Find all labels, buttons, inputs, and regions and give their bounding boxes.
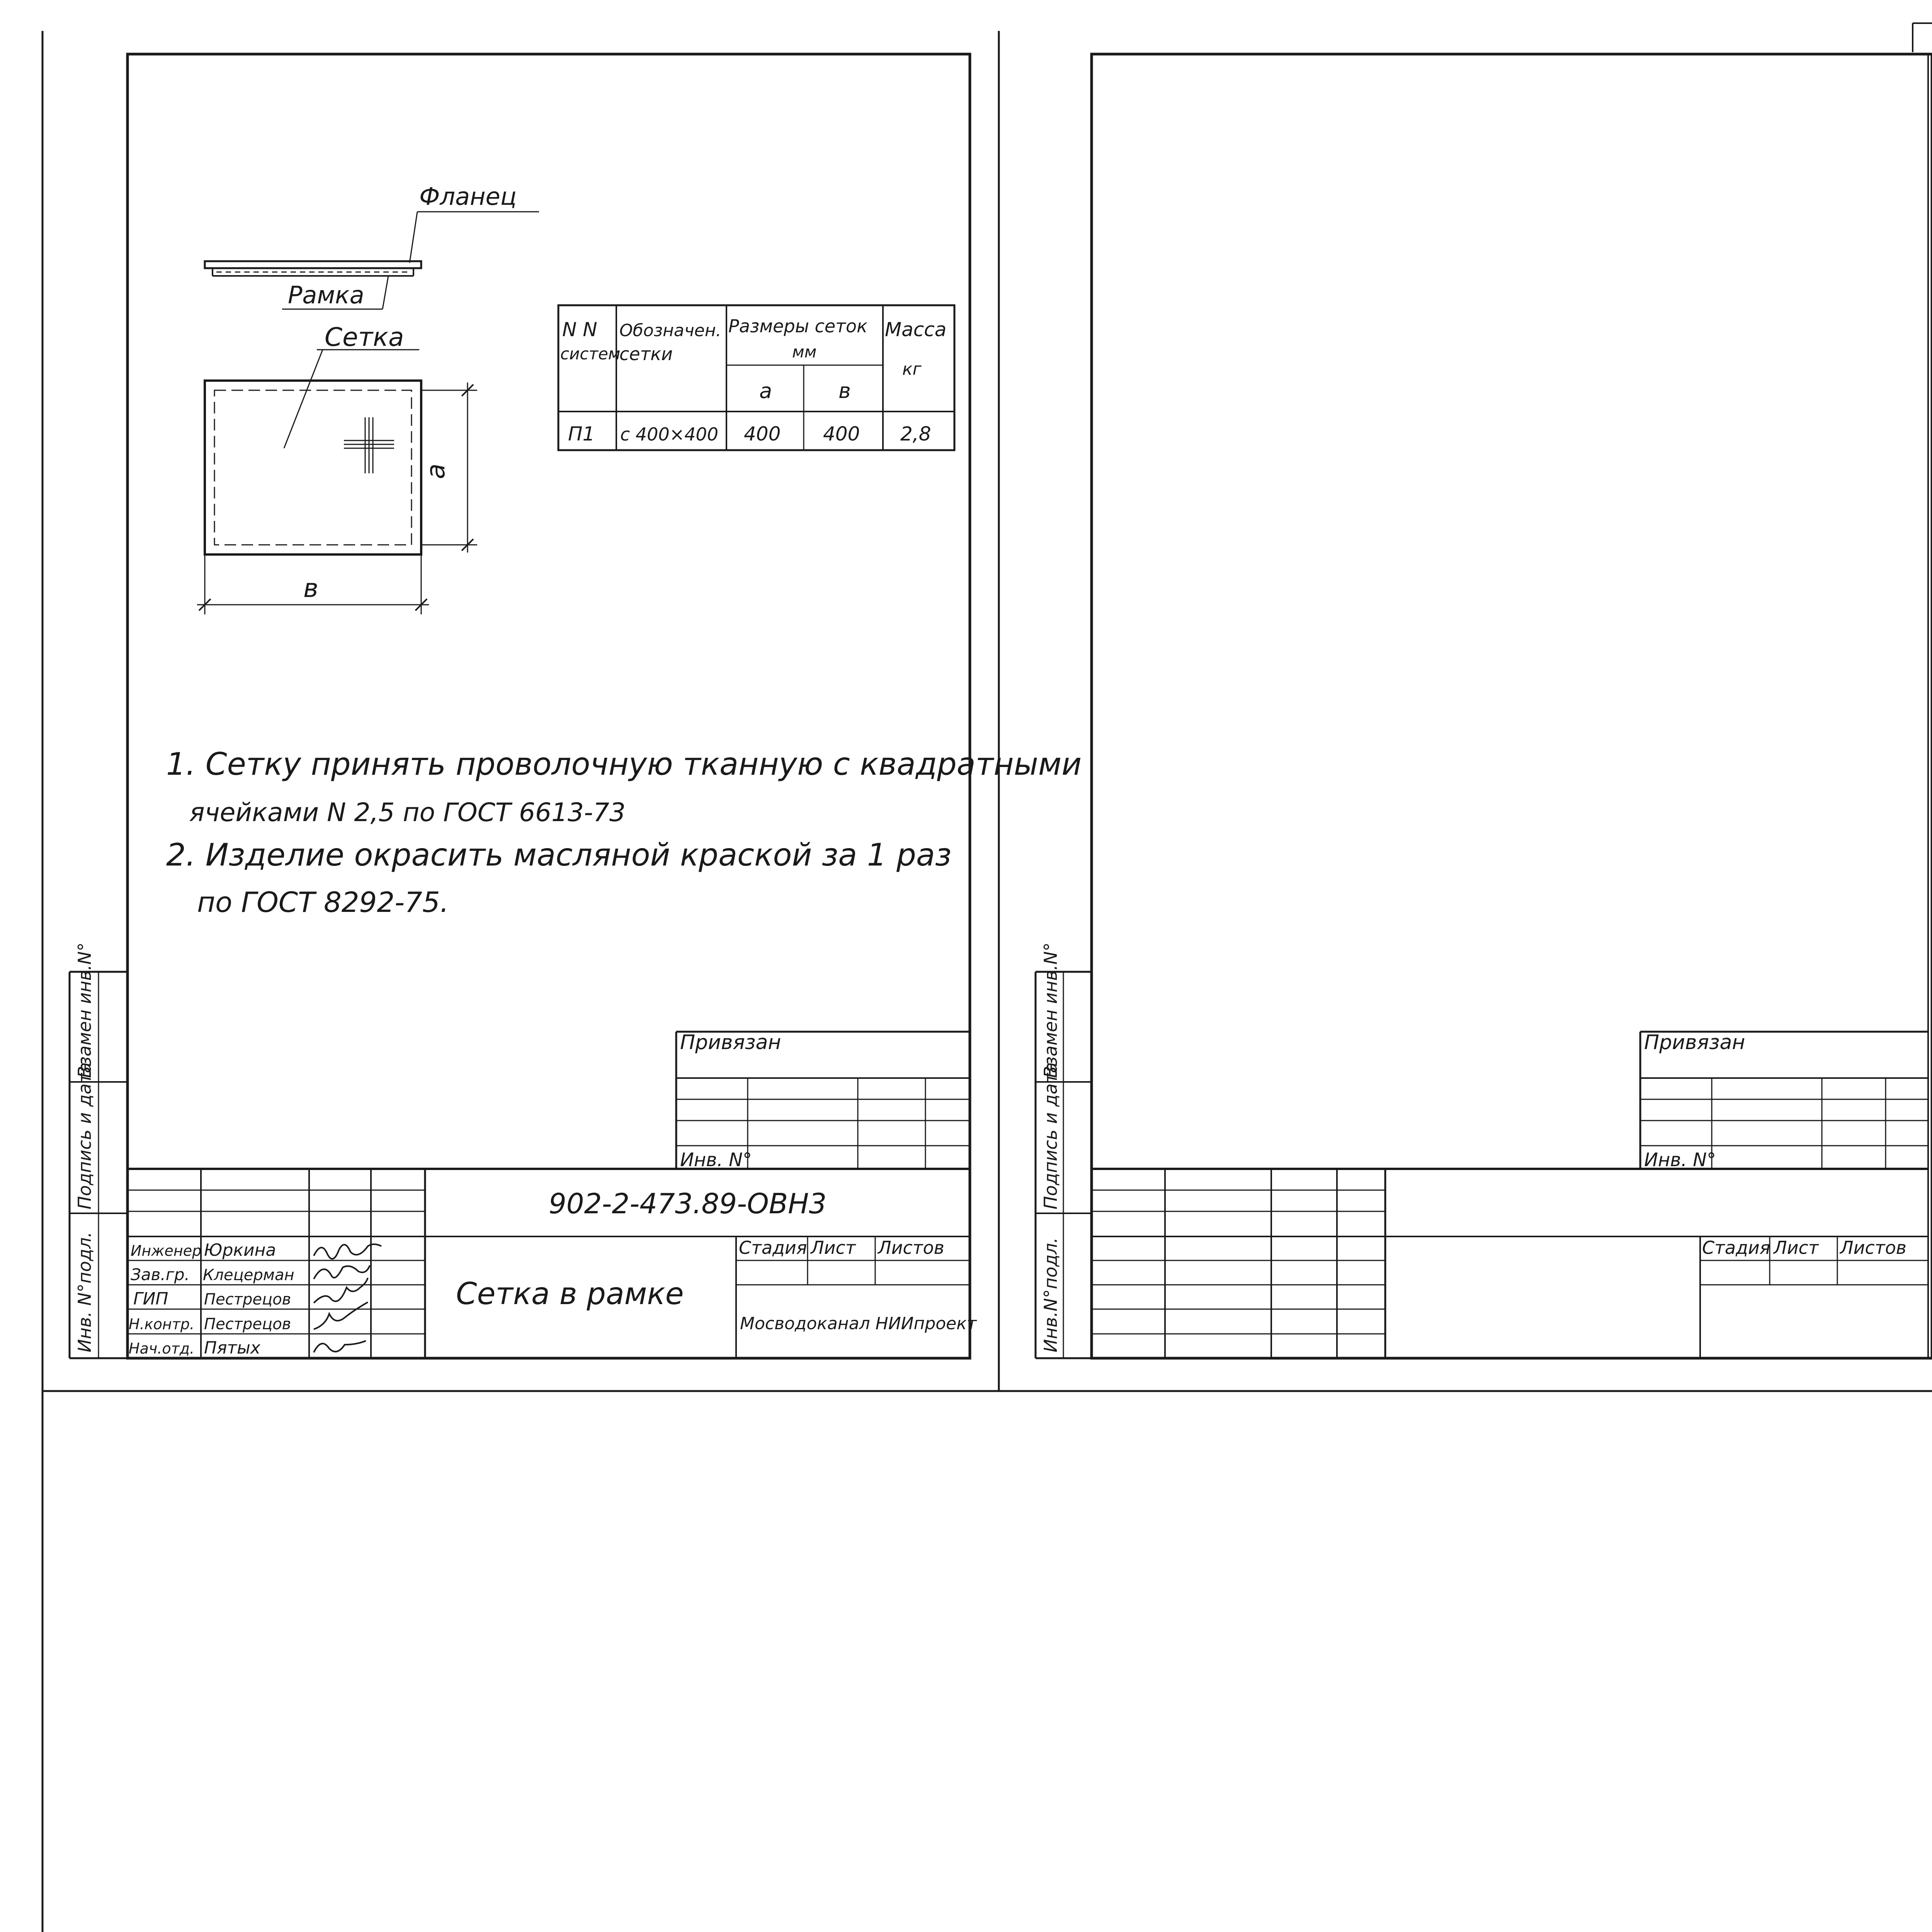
note-2: 2. Изделие окрасить масляной краской за 1 раз <box>166 837 952 873</box>
role-engineer: Инженер <box>131 1242 202 1259</box>
doc-title: Сетка в рамке <box>456 1277 684 1311</box>
side-label-signature-date: Подпись и дата <box>74 1062 95 1209</box>
r-privyazan-label: Привязан <box>1644 1031 1745 1054</box>
inv-no-label: Инв. N° <box>680 1149 752 1171</box>
role-norm-control: Н.контр. <box>129 1316 195 1333</box>
frame-label: Рамка <box>288 281 364 309</box>
cell-b: 400 <box>823 423 860 445</box>
th-mass: Масса <box>885 318 947 341</box>
dim-b-label: в <box>303 573 318 603</box>
th-designation: Обозначен. <box>619 321 721 340</box>
name-4: Пестрецов <box>204 1315 291 1333</box>
cell-mass: 2,8 <box>900 423 931 445</box>
th-sizes: Размеры сеток <box>728 316 867 337</box>
r-side-label-signature-date: Подпись и дата <box>1040 1062 1061 1209</box>
role-head-group: Зав.гр. <box>131 1265 190 1284</box>
role-gip: ГИП <box>133 1289 168 1309</box>
role-head-dept: Нач.отд. <box>129 1340 195 1357</box>
th-sub-a: а <box>759 379 772 403</box>
flange-label: Фланец <box>419 182 517 211</box>
cell-system: П1 <box>568 423 595 445</box>
note-1: 1. Сетку принять проволочную тканную с квадратными <box>166 746 1082 782</box>
r-inv-no-label: Инв. N° <box>1644 1149 1716 1171</box>
left-sheet <box>70 54 1082 1358</box>
note-2-cont: по ГОСТ 8292-75. <box>197 886 449 918</box>
r-side-label-replace-inv: Взамен инв.N° <box>1040 942 1061 1078</box>
side-label-inv-podl: Инв. N°подл. <box>74 1231 95 1352</box>
th-designation-2: сетки <box>619 344 673 364</box>
cell-designation: с 400×400 <box>620 424 719 445</box>
th-sizes-unit: мм <box>792 342 817 361</box>
th-system-no: N N <box>562 318 597 341</box>
stage-label: Стадия <box>739 1237 807 1258</box>
r-stage-label: Стадия <box>1702 1237 1770 1258</box>
note-1-cont: ячейками N 2,5 по ГОСТ 6613-73 <box>189 798 626 827</box>
name-5: Пятых <box>204 1338 260 1358</box>
spec-table <box>558 305 954 450</box>
left-title-block <box>128 1169 977 1358</box>
cell-a: 400 <box>744 423 781 445</box>
right-side-strip <box>1036 942 1092 1358</box>
side-label-replace-inv: Взамен инв.N° <box>74 942 95 1078</box>
r-sheet-label: Лист <box>1774 1237 1819 1258</box>
th-mass-unit: кг <box>902 359 922 379</box>
th-system-no-2: систем <box>560 344 621 363</box>
sheet-label: Лист <box>811 1237 856 1258</box>
right-sheet <box>1036 54 1932 1358</box>
name-1: Юркина <box>204 1240 276 1260</box>
r-side-label-inv-podl: Инв.N°подл. <box>1040 1237 1061 1352</box>
right-privyazan-block <box>1640 1031 1928 1171</box>
doc-code: 902-2-473.89-ОВН3 <box>549 1187 827 1220</box>
frame-side-view <box>205 182 539 309</box>
mesh-label: Сетка <box>325 322 404 352</box>
right-title-block <box>1092 1169 1928 1358</box>
mesh-plan-view <box>197 322 477 614</box>
r-sheets-label: Листов <box>1840 1237 1906 1258</box>
dim-a-label: а <box>421 463 451 479</box>
notes <box>166 746 1082 918</box>
sheets-label: Листов <box>878 1237 944 1258</box>
left-privyazan-block <box>676 1031 970 1171</box>
name-2: Клецерман <box>203 1266 294 1284</box>
th-sub-b: в <box>838 379 851 403</box>
org-label: Мосводоканал НИИпроект <box>740 1314 977 1333</box>
privyazan-label: Привязан <box>680 1031 781 1054</box>
name-3: Пестрецов <box>204 1291 291 1308</box>
left-side-strip <box>70 942 128 1358</box>
